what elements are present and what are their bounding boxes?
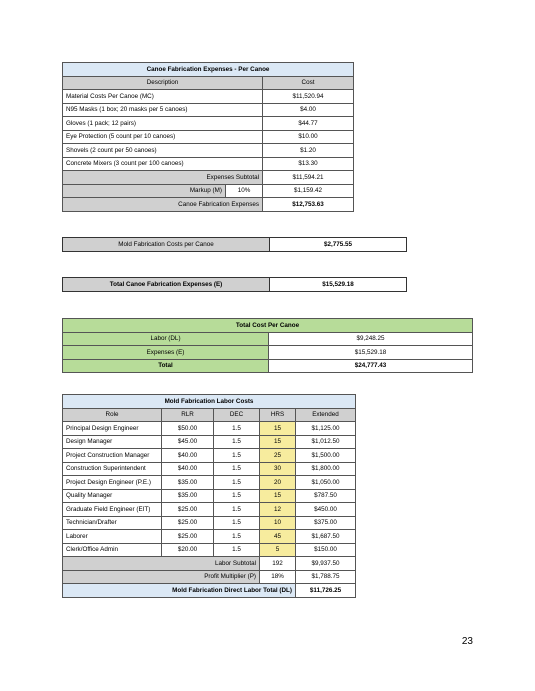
labor-row bbox=[63, 530, 356, 544]
profit-multiplier-label: Profit Multiplier (P) bbox=[63, 570, 260, 584]
canoe-expense-row bbox=[63, 157, 354, 171]
labor-dec: 1.5 bbox=[214, 489, 260, 503]
labor-dec: 1.5 bbox=[214, 503, 260, 517]
labor-row bbox=[63, 449, 356, 463]
labor-extended: $150.00 bbox=[296, 543, 356, 557]
labor-header-dec: DEC bbox=[214, 408, 260, 422]
canoe-expenses-total-value: $12,753.63 bbox=[263, 198, 354, 212]
canoe-expenses-table bbox=[62, 62, 354, 212]
labor-role: Technician/Drafter bbox=[63, 516, 162, 530]
canoe-header-description: Description bbox=[63, 76, 263, 90]
labor-extended: $1,500.00 bbox=[296, 449, 356, 463]
expenses-subtotal-value: $11,594.21 bbox=[263, 171, 354, 185]
canoe-expense-row bbox=[63, 117, 354, 131]
mold-costs-label: Mold Fabrication Costs per Canoe bbox=[63, 238, 270, 251]
labor-header-rlr: RLR bbox=[162, 408, 214, 422]
canoe-expenses-total-label: Canoe Fabrication Expenses bbox=[63, 198, 263, 212]
expense-cost: $11,520.94 bbox=[263, 90, 354, 104]
labor-header-extended: Extended bbox=[296, 408, 356, 422]
labor-role: Laborer bbox=[63, 530, 162, 544]
total-cost-total-label: Total bbox=[63, 359, 269, 373]
labor-hrs: 25 bbox=[260, 449, 296, 463]
labor-total-value: $11,726.25 bbox=[296, 584, 356, 598]
total-cost-expenses-value: $15,529.18 bbox=[269, 346, 473, 360]
labor-extended: $1,050.00 bbox=[296, 476, 356, 490]
profit-multiplier-percent: 18% bbox=[260, 570, 296, 584]
canoe-expense-row bbox=[63, 130, 354, 144]
total-cost-title: Total Cost Per Canoe bbox=[63, 319, 473, 333]
expense-description: Concrete Mixers (3 count per 100 canoes) bbox=[63, 157, 263, 171]
labor-costs-table bbox=[62, 394, 356, 598]
labor-extended: $375.00 bbox=[296, 516, 356, 530]
markup-label: Markup (M) bbox=[63, 184, 226, 198]
canoe-header-cost: Cost bbox=[263, 76, 354, 90]
labor-row bbox=[63, 476, 356, 490]
canoe-expense-row bbox=[63, 103, 354, 117]
labor-dec: 1.5 bbox=[214, 422, 260, 436]
labor-row bbox=[63, 462, 356, 476]
labor-hrs: 15 bbox=[260, 422, 296, 436]
labor-role: Graduate Field Engineer (EIT) bbox=[63, 503, 162, 517]
labor-header-hrs: HRS bbox=[260, 408, 296, 422]
labor-role: Quality Manager bbox=[63, 489, 162, 503]
labor-rlr: $45.00 bbox=[162, 435, 214, 449]
labor-extended: $450.00 bbox=[296, 503, 356, 517]
expense-cost: $1.20 bbox=[263, 144, 354, 158]
markup-value: $1,159.42 bbox=[263, 184, 354, 198]
labor-table-title: Mold Fabrication Labor Costs bbox=[63, 395, 356, 409]
labor-dec: 1.5 bbox=[214, 516, 260, 530]
total-canoe-expenses-value: $15,529.18 bbox=[322, 281, 354, 288]
labor-row bbox=[63, 489, 356, 503]
labor-dec: 1.5 bbox=[214, 476, 260, 490]
labor-role: Construction Superintendent bbox=[63, 462, 162, 476]
total-cost-labor-value: $9,248.25 bbox=[269, 332, 473, 346]
labor-rlr: $35.00 bbox=[162, 489, 214, 503]
total-canoe-expenses-label: Total Canoe Fabrication Expenses (E) bbox=[63, 278, 270, 291]
labor-rlr: $25.00 bbox=[162, 503, 214, 517]
labor-row bbox=[63, 543, 356, 557]
labor-role: Principal Design Engineer bbox=[63, 422, 162, 436]
expenses-subtotal-label: Expenses Subtotal bbox=[63, 171, 263, 185]
labor-rlr: $50.00 bbox=[162, 422, 214, 436]
labor-extended: $1,687.50 bbox=[296, 530, 356, 544]
labor-row bbox=[63, 435, 356, 449]
labor-dec: 1.5 bbox=[214, 530, 260, 544]
labor-extended: $1,012.50 bbox=[296, 435, 356, 449]
labor-hrs: 20 bbox=[260, 476, 296, 490]
mold-costs-value: $2,775.55 bbox=[323, 241, 352, 248]
expense-description: Eye Protection (5 count per 10 canoes) bbox=[63, 130, 263, 144]
labor-subtotal-label: Labor Subtotal bbox=[63, 557, 260, 571]
labor-rlr: $40.00 bbox=[162, 462, 214, 476]
labor-hrs: 10 bbox=[260, 516, 296, 530]
expense-cost: $44.77 bbox=[263, 117, 354, 131]
labor-hrs: 5 bbox=[260, 543, 296, 557]
total-cost-total-value: $24,777.43 bbox=[269, 359, 473, 373]
labor-extended: $787.50 bbox=[296, 489, 356, 503]
labor-role: Project Construction Manager bbox=[63, 449, 162, 463]
labor-hrs: 15 bbox=[260, 435, 296, 449]
total-cost-table bbox=[62, 318, 473, 373]
total-cost-expenses-label: Expenses (E) bbox=[63, 346, 269, 360]
labor-rlr: $25.00 bbox=[162, 516, 214, 530]
labor-hrs: 30 bbox=[260, 462, 296, 476]
labor-dec: 1.5 bbox=[214, 462, 260, 476]
labor-dec: 1.5 bbox=[214, 449, 260, 463]
canoe-expense-row bbox=[63, 90, 354, 104]
labor-extended: $1,800.00 bbox=[296, 462, 356, 476]
labor-role: Project Design Engineer (P.E.) bbox=[63, 476, 162, 490]
expense-description: Shovels (2 count per 50 canoes) bbox=[63, 144, 263, 158]
page-number: 23 bbox=[461, 636, 473, 647]
labor-rlr: $25.00 bbox=[162, 530, 214, 544]
expense-cost: $10.00 bbox=[263, 130, 354, 144]
labor-dec: 1.5 bbox=[214, 435, 260, 449]
labor-row bbox=[63, 516, 356, 530]
markup-percent: 10% bbox=[226, 184, 263, 198]
labor-rlr: $40.00 bbox=[162, 449, 214, 463]
labor-subtotal-hrs: 192 bbox=[260, 557, 296, 571]
expense-description: N95 Masks (1 box; 20 masks per 5 canoes) bbox=[63, 103, 263, 117]
total-cost-labor-label: Labor (DL) bbox=[63, 332, 269, 346]
labor-hrs: 15 bbox=[260, 489, 296, 503]
labor-header-role: Role bbox=[63, 408, 162, 422]
expense-description: Gloves (1 pack; 12 pairs) bbox=[63, 117, 263, 131]
expense-cost: $4.00 bbox=[263, 103, 354, 117]
labor-role: Design Manager bbox=[63, 435, 162, 449]
labor-dec: 1.5 bbox=[214, 543, 260, 557]
labor-subtotal-value: $9,937.50 bbox=[296, 557, 356, 571]
labor-total-label: Mold Fabrication Direct Labor Total (DL) bbox=[63, 584, 296, 598]
canoe-table-title: Canoe Fabrication Expenses - Per Canoe bbox=[63, 63, 354, 77]
canoe-expense-row bbox=[63, 144, 354, 158]
labor-hrs: 12 bbox=[260, 503, 296, 517]
labor-row bbox=[63, 503, 356, 517]
total-canoe-expenses-box bbox=[62, 277, 407, 292]
labor-rlr: $35.00 bbox=[162, 476, 214, 490]
labor-hrs: 45 bbox=[260, 530, 296, 544]
labor-role: Clerk/Office Admin bbox=[63, 543, 162, 557]
labor-extended: $1,125.00 bbox=[296, 422, 356, 436]
mold-costs-box bbox=[62, 237, 407, 252]
profit-multiplier-value: $1,788.75 bbox=[296, 570, 356, 584]
expense-cost: $13.30 bbox=[263, 157, 354, 171]
labor-rlr: $20.00 bbox=[162, 543, 214, 557]
labor-row bbox=[63, 422, 356, 436]
expense-description: Material Costs Per Canoe (MC) bbox=[63, 90, 263, 104]
